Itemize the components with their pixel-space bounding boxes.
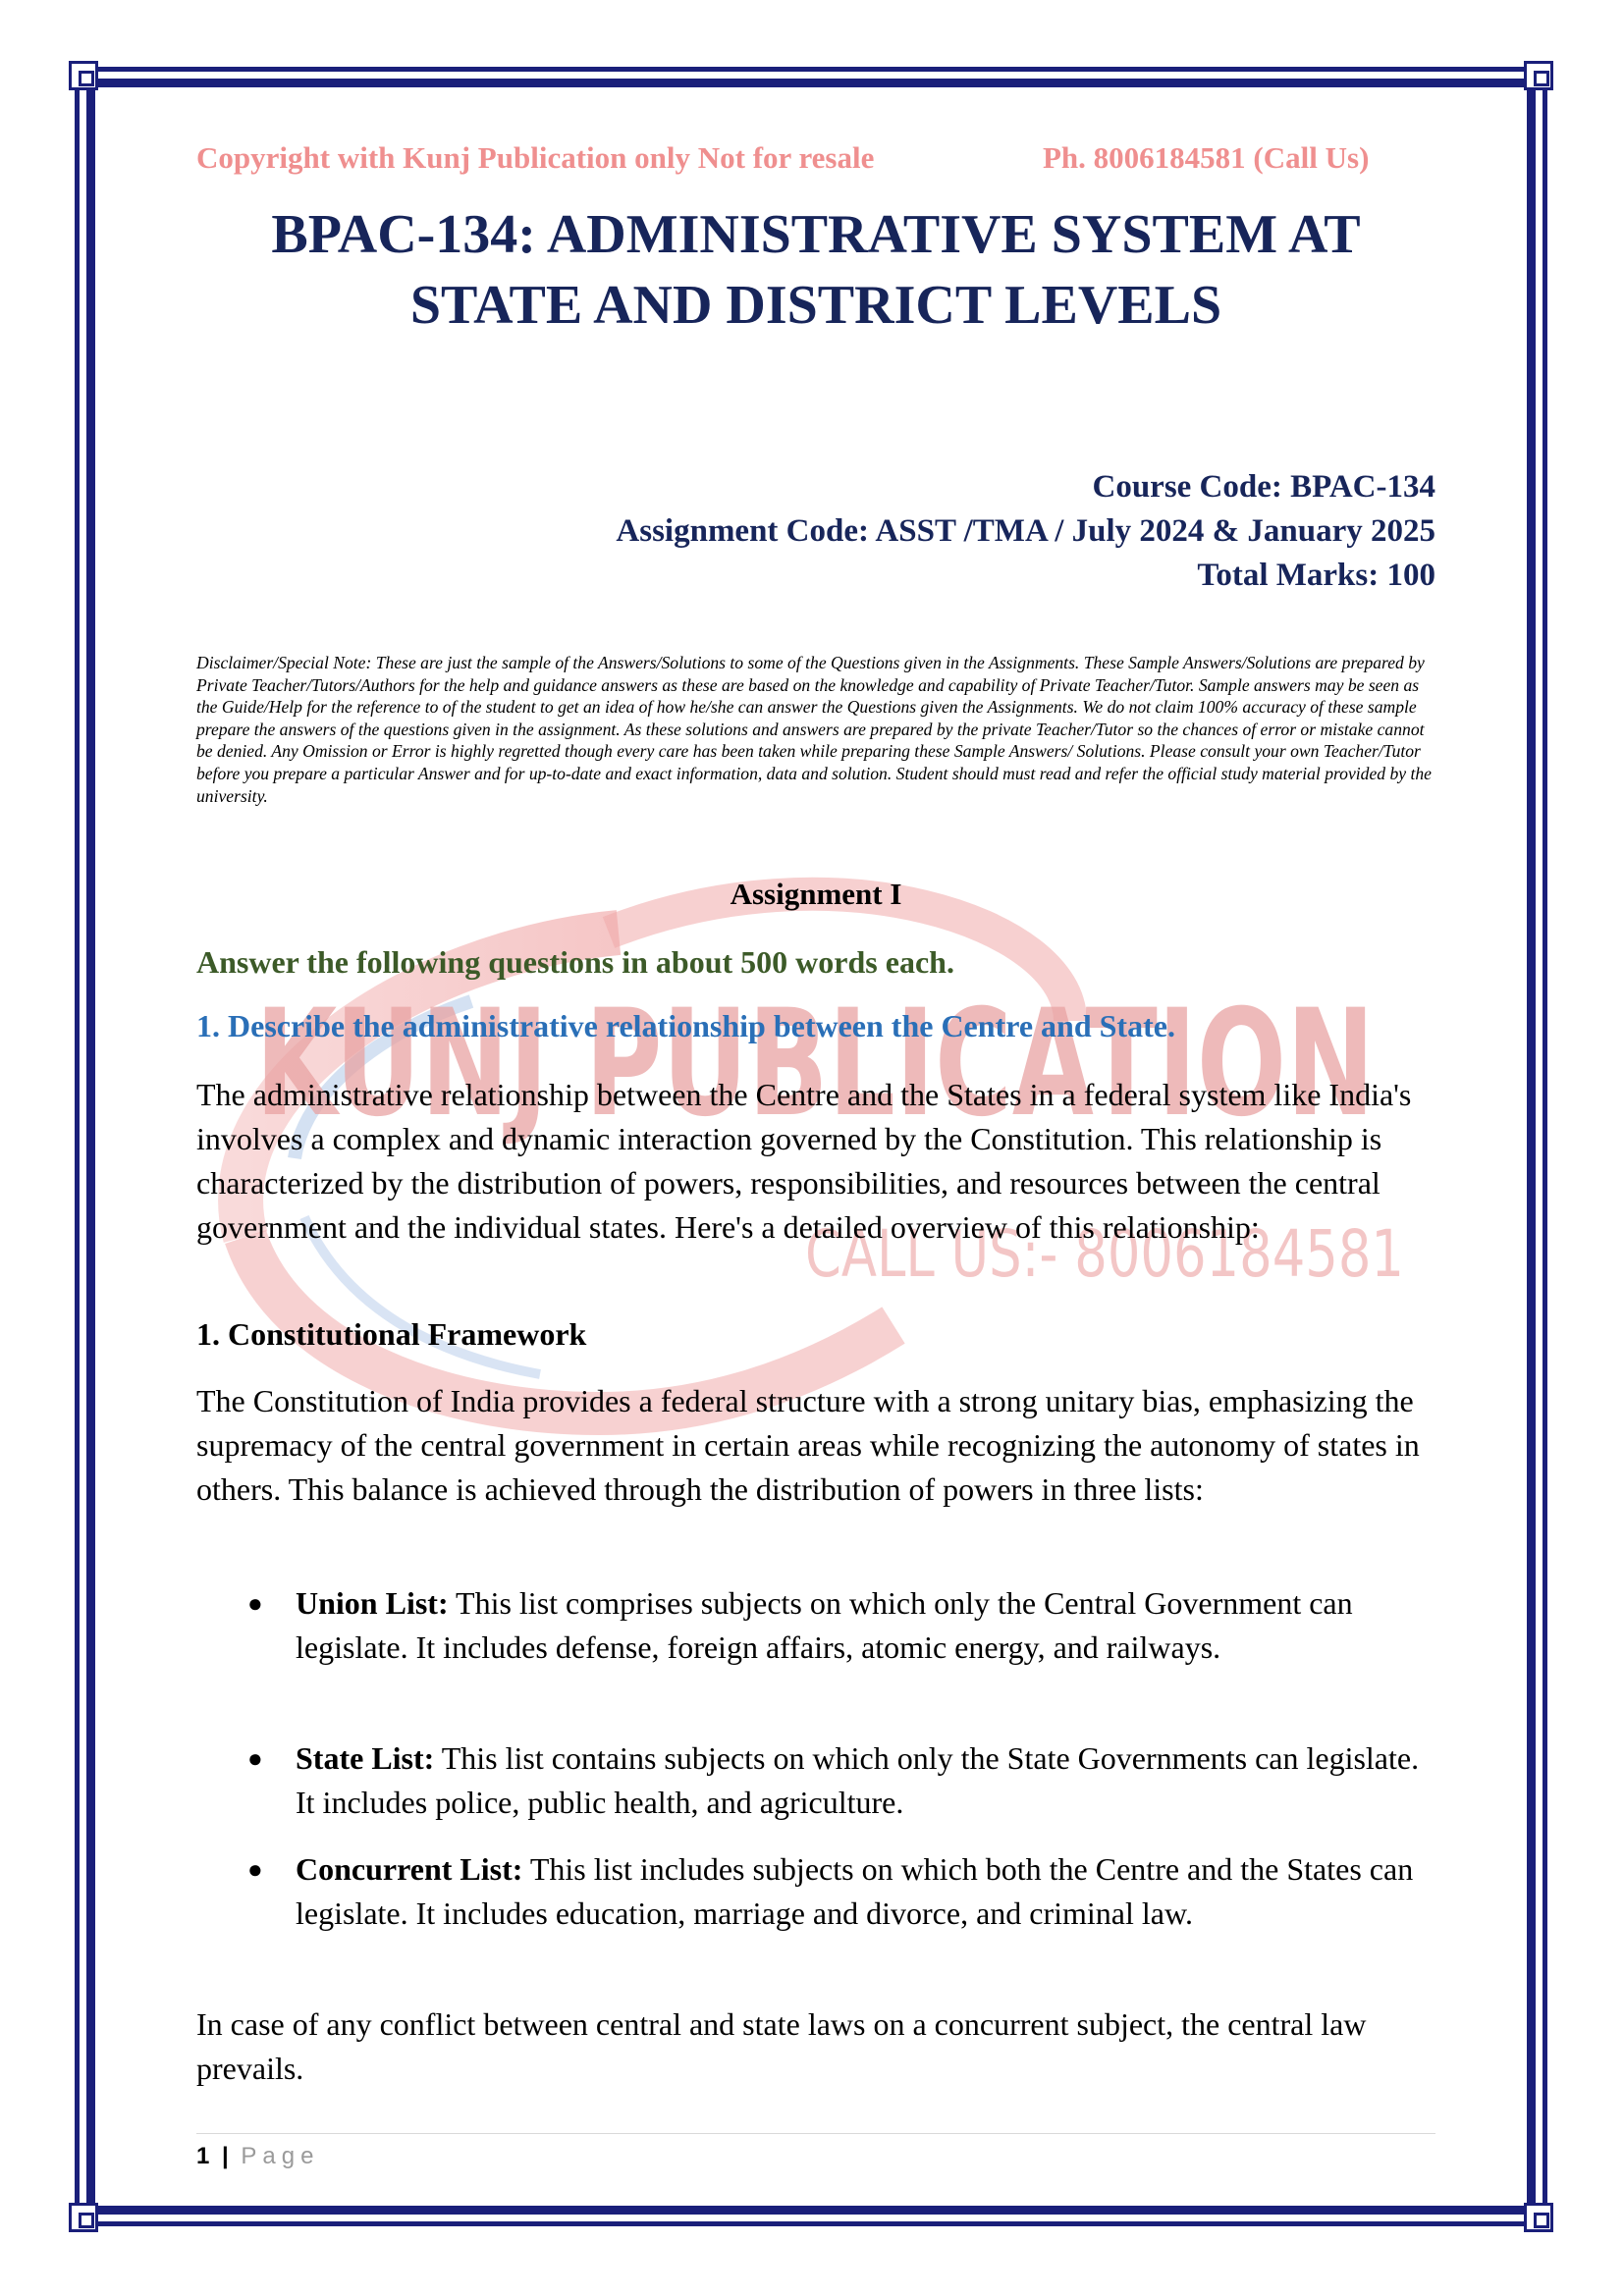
total-marks: Total Marks: 100: [1197, 558, 1435, 593]
list-text: This list contains subjects on which only the State Governments can legislate. It includes police, public health, and agriculture.: [296, 1740, 1420, 1820]
list-text: This list includes subjects on which both the Centre and the States can legislate. It includes education, marriage and divorce, and criminal law.: [296, 1851, 1414, 1931]
assignment-heading: Assignment I: [730, 877, 902, 911]
corner-ornament-top-left: [69, 61, 98, 90]
copyright-line: [196, 140, 1435, 176]
question-1: 1. Describe the administrative relationship between the Centre and State.: [196, 1008, 1175, 1043]
list-text: This list comprises subjects on which only the Central Government can legislate. It includes defense, foreign affairs, atomic energy, and railways.: [296, 1585, 1353, 1665]
assignment-code: Assignment Code: ASST /TMA / July 2024 & January 2025: [616, 513, 1435, 549]
title-line-1: BPAC-134: ADMINISTRATIVE SYSTEM AT: [271, 204, 1361, 265]
corner-ornament-bottom-right: [1524, 2203, 1553, 2232]
bullet-icon: ●: [247, 1744, 263, 1773]
bullet-icon: ●: [247, 1855, 263, 1884]
watermark-call: CALL US:- 8006184581: [805, 1216, 1404, 1292]
phone-text: Ph. 8006184581 (Call Us): [1043, 140, 1370, 175]
page-label: Page: [241, 2143, 320, 2169]
section-body: The Constitution of India provides a federal structure with a strong unitary bias, emphasizing the supremacy of the central government in certain areas while recognizing the autonomy of states in others. This balance is achieved through the distribution of powers in three lists:: [196, 1383, 1420, 1507]
list-term: Concurrent List:: [296, 1851, 523, 1887]
disclaimer-note: Disclaimer/Special Note: These are just the sample of the Answers/Solutions to some of the Questions given in the Assignments. These Sample Answers/Solutions are prepared by Private Teacher/Tutors/Authors for the help and guidance answers as these are based on the knowledge and capability of Private Teacher/Tutor. Sample answers may be seen as the Guide/Help for the reference to of the student to get an idea of how he/she can answer the Questions given the Assignments. We do not claim 100% accuracy of these sample prepare the answers of the questions given in the assignment. As these solutions and answers are prepared by the private Teacher/Tutor so the chances of error or mistake cannot be denied. Any Omission or Error is highly regretted though every care has been taken while preparing these Sample Answers/ Solutions. Please consult your own Teacher/Tutor before you prepare a particular Answer and for up-to-date and exact information, data and solution. Student should must read and refer the official study material provided by the university.: [196, 653, 1432, 806]
watermark-brand: KUNJ PUBLICATION: [255, 979, 1375, 1149]
list-term: Union List:: [296, 1585, 449, 1621]
page-footer: [196, 2143, 319, 2170]
section-heading: 1. Constitutional Framework: [196, 1316, 587, 1352]
title-line-2: STATE AND DISTRICT LEVELS: [409, 275, 1222, 336]
copyright-text: Copyright with Kunj Publication only Not for resale: [196, 140, 875, 175]
conclusion-paragraph: In case of any conflict between central and state laws on a concurrent subject, the central law prevails.: [196, 2006, 1367, 2086]
assignment-meta: [196, 465, 1435, 598]
course-code: Course Code: BPAC-134: [1092, 469, 1435, 505]
page-number: 1: [196, 2143, 210, 2169]
document-title: [196, 199, 1435, 341]
intro-paragraph: The administrative relationship between the Centre and the States in a federal system like India's involves a complex and dynamic interaction governed by the Constitution. This relationship is characterized by the distribution of powers, responsibilities, and resources between the central government and the individual states. Here's a detailed overview of this relationship:: [196, 1077, 1412, 1245]
footer-divider: [196, 2133, 1435, 2134]
instruction-text: Answer the following questions in about 500 words each.: [196, 944, 954, 980]
corner-ornament-top-right: [1524, 61, 1553, 90]
list-term: State List:: [296, 1740, 435, 1776]
footer-separator: |: [222, 2143, 229, 2169]
corner-ornament-bottom-left: [69, 2203, 98, 2232]
bullet-icon: ●: [247, 1589, 263, 1618]
